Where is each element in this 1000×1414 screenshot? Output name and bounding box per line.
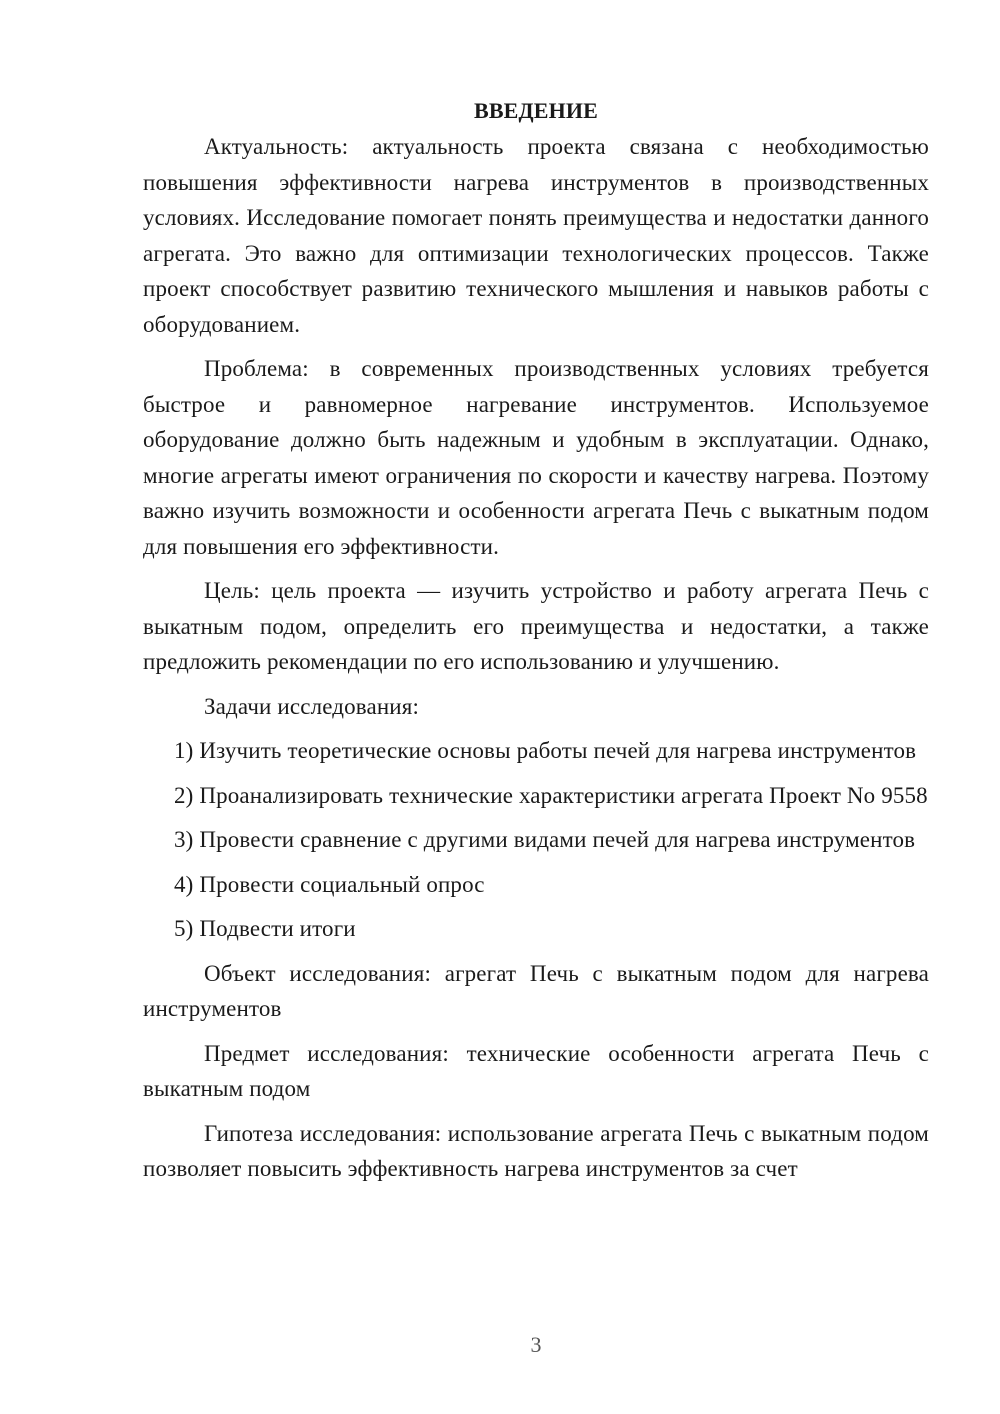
paragraph-subject: Предмет исследования: технические особенности агрегата Печь с выкатным подом: [143, 1040, 929, 1101]
paragraph-problem: Проблема: в современных производственных условиях требуется быстрое и равномерное нагревание инструментов. Используемое оборудование должно быть надежным и удобным в эксплуатации. Однако, многие агрегаты имеют ограничения по скорости и качеству нагрева. Поэтому важно изучить возможности и особенности агрегата Печь с выкатным подом для повышения его эффективности.: [143, 356, 929, 559]
task-item: 1) Изучить теоретические основы работы печей для нагрева инструментов: [174, 738, 917, 763]
task-item: 4) Провести социальный опрос: [174, 871, 485, 897]
paragraph-tasks-heading: Задачи исследования:: [204, 693, 420, 719]
document-page: [143, 96, 929, 1187]
task-item: 3) Провести сравнение с другими видами печей для нагрева инструментов: [174, 827, 916, 852]
paragraph-object: Объект исследования: агрегат Печь с выкатным подом для нагрева инструментов: [143, 960, 929, 1021]
paragraph-goal: Цель: цель проекта — изучить устройство и работу агрегата Печь с выкатным подом, определить его преимущества и недостатки, а также предложить рекомендации по его использованию и улучшению.: [143, 578, 929, 674]
task-item: 2) Проанализировать технические характеристики агрегата Проект No 9558: [174, 782, 928, 808]
paragraph-relevance: Актуальность: актуальность проекта связана с необходимостью повышения эффективности нагрева инструментов в производственных условиях. Исследование помогает понять преимущества и недостатки данного агрегата. Это важно для оптимизации технологических процессов. Также проект способствует развитию технического мышления и навыков работы с оборудованием.: [143, 134, 929, 337]
paragraph-hypothesis: Гипотеза исследования: использование агрегата Печь с выкатным подом позволяет повысить эффективность нагрева инструментов за счет: [143, 1120, 929, 1181]
section-title: ВВЕДЕНИЕ: [474, 98, 598, 123]
task-item: 5) Подвести итоги: [174, 916, 356, 941]
page-number: 3: [530, 1332, 542, 1357]
